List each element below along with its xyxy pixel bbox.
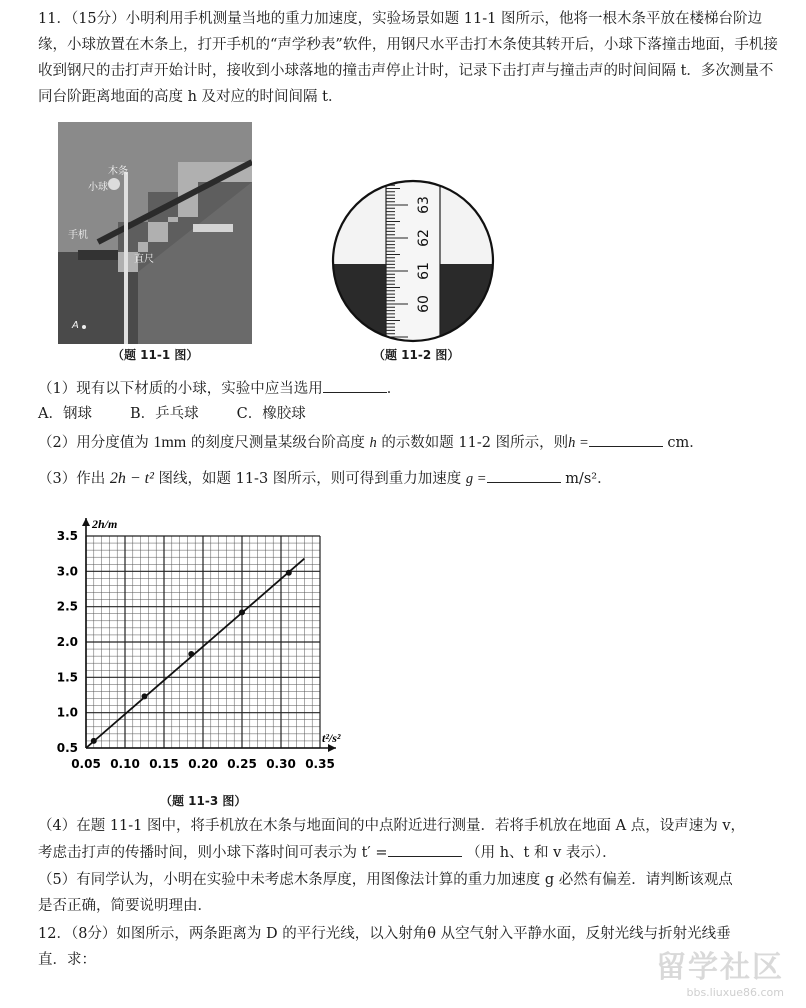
sub3-eq: g = [465, 471, 487, 487]
chart-xlabel: t²/s² [322, 731, 341, 745]
chart-ylabel: 2h/m [92, 517, 118, 531]
figure-11-1-caption: （题 11-1 图） [112, 348, 199, 362]
x-axis-arrow [328, 744, 336, 752]
y-tick-label: 1.5 [56, 670, 78, 685]
figure-11-3-caption: （题 11-3 图） [160, 794, 247, 808]
sub3-pre: （3）作出 [38, 471, 106, 487]
option-c: C．橡胶球 [236, 406, 306, 422]
option-b: B．乒乓球 [129, 406, 199, 422]
watermark-main: 留学社区 [656, 950, 784, 985]
label-wood: 木条 [108, 166, 128, 177]
x-tick-label: 0.05 [71, 757, 101, 771]
sub4-blank[interactable] [388, 840, 462, 857]
sub4-line2 [38, 840, 617, 865]
sub2-blank[interactable] [589, 430, 663, 447]
q12-line1: 12．（8分）如图所示，两条距离为 D 的平行光线，以入射角θ 从空气射入平静水面，反射光线与折射光线垂 [38, 926, 731, 942]
option-a: A．钢球 [38, 406, 92, 422]
sub4-line1: （4）在题 11-1 图中，将手机放在木条与地面间的中点附近进行测量．若将手机放在地面 A 点，设声速为 v， [38, 818, 746, 834]
ruler-label: 63 [416, 196, 432, 214]
sub3-post: 图线，如题 11-3 图所示，则可得到重力加速度 [158, 471, 462, 487]
q12-line2: 直．求： [38, 952, 96, 968]
sub5-line1: （5）有同学认为，小明在实验中未考虑木条厚度，用图像法计算的重力加速度 g 必然有偏差．请判断该观点 [38, 872, 733, 888]
sub1-blank[interactable] [323, 376, 387, 393]
ruler-label: 60 [416, 295, 432, 313]
sub3-end: m/s²． [565, 471, 612, 487]
sub3-blank[interactable] [487, 466, 561, 483]
label-point-a: A [72, 320, 79, 331]
data-point [142, 693, 148, 699]
x-tick-label: 0.15 [149, 757, 179, 771]
sub3-question [38, 466, 612, 491]
data-point [91, 738, 97, 744]
watermark-logo [656, 942, 784, 999]
data-point [286, 570, 292, 576]
x-tick-label: 0.35 [305, 757, 335, 771]
watermark-sub: bbs.liuxue86.com [686, 986, 784, 999]
y-tick-label: 2.0 [56, 635, 78, 649]
x-tick-label: 0.10 [110, 757, 140, 771]
figure-11-2-caption: （题 11-2 图） [373, 348, 460, 362]
sub2-end: cm． [667, 435, 704, 451]
sub2-var: h [369, 435, 377, 451]
x-tick-label: 0.25 [227, 757, 257, 771]
sub2-question [38, 430, 704, 455]
data-point [239, 609, 245, 615]
q11-intro: 11．（15分）小明利用手机测量当地的重力加速度，实验场景如题 11-1 图所示，他将一根木条平放在楼梯台阶边缘，小球放置在木条上，打开手机的“声学秒表”软件，用钢尺水平击打木条使其转开后，小球下落撞击地面，手机接收到钢尺的击打声开始计时，接收到小球落地的撞击声停止计时，记录下击打声与撞击声的时间间隔 t．多次测量不同台阶距离地面的高度 h 及对应的时间间隔 t． [38, 11, 778, 105]
sub2-pre: （2）用分度值为 [38, 435, 149, 451]
figure-11-3-chart [30, 504, 350, 784]
sub4-line2-post: （用 h、t 和 v 表示）． [466, 845, 617, 861]
y-tick-label: 0.5 [56, 741, 78, 755]
sub5-line2: 是否正确，简要说明理由． [38, 898, 212, 914]
y-tick-label: 1.0 [56, 705, 78, 720]
ruler-label: 61 [416, 262, 432, 280]
ruler-label: 62 [416, 229, 432, 247]
y-axis-arrow [82, 518, 90, 526]
label-ruler: 直尺 [134, 254, 154, 265]
y-tick-label: 3.0 [56, 564, 78, 579]
sub2-unit: 1mm [153, 434, 187, 451]
x-tick-label: 0.20 [188, 757, 218, 771]
sub4-line2-pre: 考虑击打声的传播时间，则小球下落时间可表示为 t′ = [38, 845, 388, 861]
y-tick-label: 3.5 [56, 529, 78, 543]
y-tick-label: 2.5 [56, 599, 78, 614]
sub1-options [38, 402, 344, 426]
sub3-expr: 2h − t² [109, 470, 154, 487]
sub1-question [38, 376, 401, 401]
x-tick-label: 0.30 [266, 757, 296, 771]
data-point [188, 651, 194, 657]
figure-11-1-photo [58, 122, 252, 344]
figure-11-2-ruler [330, 178, 496, 344]
sub1-text: （1）现有以下材质的小球，实验中应当选用 [38, 381, 323, 397]
sub2-eq: h = [568, 435, 589, 451]
sub2-mid: 的刻度尺测量某级台阶高度 [190, 435, 365, 451]
sub1-end: ． [386, 381, 402, 397]
sub2-post: 的示数如题 11-2 图所示，则 [381, 435, 569, 451]
label-phone: 手机 [68, 230, 88, 241]
label-ball: 小球 [88, 182, 108, 193]
